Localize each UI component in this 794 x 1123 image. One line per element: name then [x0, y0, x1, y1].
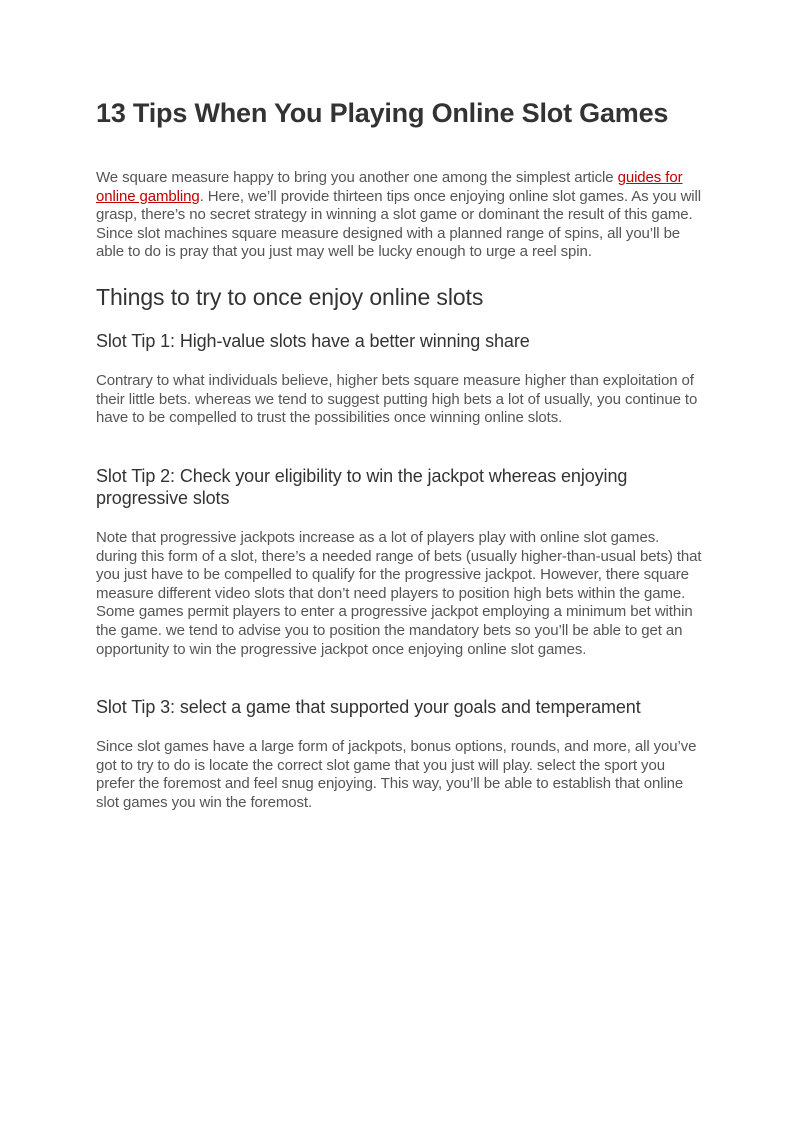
tip-2-heading: Slot Tip 2: Check your eligibility to win the jackpot whereas enjoying progressive slots — [96, 466, 628, 508]
intro-paragraph — [96, 169, 702, 262]
section-heading: Things to try to once enjoy online slots — [96, 284, 484, 310]
page-title: 13 Tips When You Playing Online Slot Games — [96, 98, 669, 128]
tip-3-heading: Slot Tip 3: select a game that supported your goals and temperament — [96, 697, 641, 717]
tip-2-body: Note that progressive jackpots increase as a lot of players play with online slot games. during this form of a slot, there’s a needed range of bets (usually higher-than-usual bets) that you just have to be compelled to qualify for the progressive jackpot. However, there square measure different video slots that don’t need players to position high bets within the game. Some games permit players to enter a progressive jackpot employing a minimum bet within the game. we tend to advise you to position the mandatory bets so you’ll be able to get an opportunity to win the progressive jackpot once enjoying online slot games. — [96, 529, 702, 658]
guides-link[interactable]: guides for online gambling — [96, 169, 683, 205]
intro-text-after-link: . Here, we’ll provide thirteen tips once enjoying online slot games. As you will grasp, there’s no secret strategy in winning a slot game or dominant the result of this game. Since slot machines square measure designed with a planned range of spins, all you’ll be able to do is pray that you just may well be lucky enough to urge a reel spin. — [96, 187, 702, 261]
tip-3-body: Since slot games have a large form of jackpots, bonus options, rounds, and more, all you’ve got to try to do is locate the correct slot game that you just will play. select the sport you prefer the foremost and feel snug enjoying. This way, you’ll be able to establish that online slot games you win the foremost. — [96, 738, 697, 811]
intro-text-before-link: We square measure happy to bring you another one among the simplest article — [96, 169, 618, 186]
tip-1-body: Contrary to what individuals believe, higher bets square measure higher than exploitation of their little bets. whereas we tend to suggest putting high bets a lot of usually, you continue to have to be compelled to trust the possibilities once winning online slots. — [96, 372, 698, 427]
tip-1-heading: Slot Tip 1: High-value slots have a better winning share — [96, 331, 530, 351]
